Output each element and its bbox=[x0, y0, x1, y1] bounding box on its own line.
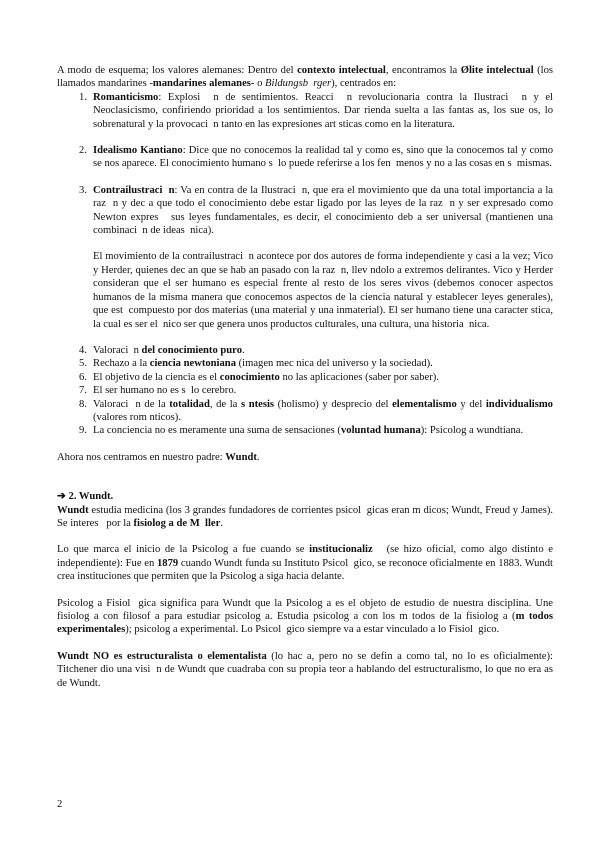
page-body bbox=[57, 64, 559, 690]
text-run: (holismo) y desprecio del bbox=[274, 398, 393, 410]
text-run: El objetivo de la ciencia es el bbox=[93, 371, 220, 383]
text-run: La conciencia no es meramente una suma de sensaciones ( bbox=[93, 425, 341, 437]
text-run: El ser humano no es s lo cerebro. bbox=[93, 385, 237, 397]
list-number: 9. bbox=[79, 425, 87, 437]
list-number: 4. bbox=[79, 344, 87, 356]
list-text bbox=[93, 184, 556, 238]
text-run: : Va en contra de la Ilustraci n, que era el movimiento que da una total importancia a la raz n y dec a que todo el conocimiento debe estar ligado por las leyes de la raz n y ser expresado como Newton expres sus leyes fundamentales, es decir, el conocimiento deb a ser universal (mantienen una combinaci n de ideas nica). bbox=[93, 184, 556, 237]
text-run: (imagen mec nica del universo y la sociedad). bbox=[236, 358, 433, 370]
list-number: 1. bbox=[79, 91, 87, 103]
list-number: 3. bbox=[79, 184, 87, 196]
bold-text: ciencia newtoniana bbox=[149, 358, 236, 370]
text-run: , encontramos la bbox=[385, 65, 461, 76]
bold-text: fisiolog a de M ller bbox=[133, 517, 221, 529]
bold-text: Ølite intelectual bbox=[460, 65, 534, 76]
bold-text: conocimiento bbox=[219, 371, 280, 383]
spacer bbox=[57, 464, 553, 490]
text-run: (se hizo oficial, como algo distinto e independiente): Fue en bbox=[57, 544, 556, 569]
text-run: Psicolog a Fisiol gica significa para Wundt que la Psicolog a es el objeto de estudio de nuestra disciplina. Une fisiolog a con filosof a para estudiar psicolog a. Estudia psicolog a con los m todos de la fisiolog a ( bbox=[57, 597, 556, 622]
list-number: 5. bbox=[79, 358, 87, 370]
paragraph bbox=[57, 597, 556, 637]
spacer bbox=[57, 637, 553, 650]
text-run: ); psicolog a experimental. Lo Psicol gico siempre va a estar vinculado a lo Fisiol gico. bbox=[125, 624, 500, 636]
bold-text: Romanticismo bbox=[93, 91, 159, 103]
text-run: ): Psicolog a wundtiana. bbox=[420, 425, 524, 437]
list-item bbox=[57, 184, 556, 238]
bold-text: Wundt bbox=[57, 504, 89, 516]
list-item bbox=[57, 384, 553, 397]
bold-text: elementalismo bbox=[392, 398, 457, 410]
list-item bbox=[57, 371, 553, 384]
text-run: no las aplicaciones (saber por saber). bbox=[279, 371, 439, 383]
list-number: 2. bbox=[79, 145, 87, 157]
text-run: . bbox=[220, 517, 223, 529]
spacer bbox=[57, 237, 553, 250]
paragraph bbox=[57, 543, 556, 583]
text-run: : Explosi n de sentimientos. Reacci n revolucionaria contra la Ilustraci n y el Neoclasicismo, confiriendo prioridad a los sentimientos. Dar rienda suelta a las fantas as, los sue os, lo sobrenatural y la provocaci n tanto en las expresiones art sticas como en la literatura. bbox=[93, 91, 556, 130]
spacer bbox=[57, 530, 553, 543]
page-number: 2 bbox=[57, 799, 63, 810]
list-text bbox=[93, 384, 553, 397]
spacer bbox=[57, 438, 553, 451]
text-run: (los llamados mandarines - bbox=[57, 65, 556, 90]
text-run: o bbox=[254, 78, 266, 90]
text-run: Valoraci n de la bbox=[93, 398, 170, 410]
list-text bbox=[93, 398, 556, 425]
bold-text: m todos experimentales bbox=[57, 611, 556, 636]
indented-paragraph bbox=[93, 250, 556, 330]
bold-text: individualismo bbox=[485, 398, 553, 410]
bold-text: totalidad bbox=[169, 398, 210, 410]
list-text bbox=[93, 91, 556, 131]
bold-text: voluntad humana bbox=[340, 425, 421, 437]
bold-text: 1879 bbox=[157, 557, 179, 569]
list-number: 6. bbox=[79, 371, 87, 383]
spacer bbox=[57, 131, 553, 144]
bold-text: Contrailustraci n bbox=[93, 184, 175, 196]
list-item bbox=[57, 344, 553, 357]
list-text bbox=[93, 371, 553, 384]
bold-text: contexto intelectual bbox=[297, 65, 386, 76]
list-item bbox=[57, 424, 553, 437]
italic-text: Bildungsb rger bbox=[265, 78, 332, 90]
text-run: Valoraci n bbox=[93, 344, 142, 356]
bold-text: mandarines alemanes- bbox=[152, 78, 255, 90]
list-text bbox=[93, 144, 556, 171]
list-text bbox=[93, 357, 553, 370]
text-run: (lo hac a, pero no se defin a como tal, no lo es oficialmente): Titchener dio una visi n de Wundt que cuadraba con su propia teor a hablando del estructuralismo, lo que no era as de Wundt. bbox=[57, 650, 559, 689]
text-run: Lo que marca el inicio de la Psicolog a fue cuando se bbox=[57, 544, 310, 556]
text-run: . bbox=[242, 344, 245, 356]
text-run: y del bbox=[456, 398, 486, 410]
paragraph bbox=[57, 504, 556, 531]
paragraph bbox=[57, 64, 556, 91]
bold-text: ➔ 2. Wundt. bbox=[57, 491, 114, 503]
bold-text: Idealismo Kantiano bbox=[93, 145, 183, 157]
text-run: ), centrados en: bbox=[331, 78, 397, 90]
text-run: Ahora nos centramos en nuestro padre: bbox=[57, 451, 226, 463]
paragraph bbox=[57, 650, 559, 690]
list-item bbox=[57, 144, 556, 171]
text-run: , de la bbox=[209, 398, 241, 410]
bold-text: institucionaliz bbox=[309, 544, 373, 556]
text-run: Rechazo a la bbox=[93, 358, 150, 370]
text-run: estudia medicina (los 3 grandes fundadores de corrientes psicol gicas eran m dicos; Wundt, Freud y James). Se interes por la bbox=[57, 504, 556, 529]
text-run: : Dice que no conocemos la realidad tal y como es, sino que la conocemos tal y como se nos aparece. El conocimiento humano s lo puede referirse a los fen menos y no a las cosas en s mismas. bbox=[93, 145, 556, 170]
list-text bbox=[93, 344, 553, 357]
text-run: (valores rom nticos). bbox=[93, 398, 556, 423]
text-run: cuando Wundt funda su Instituto Psicol gico, se reconoce oficialmente en 1883. Wundt crea instituciones que permiten que la Psicolog a siga hacia delante. bbox=[57, 557, 556, 583]
bold-text: del conocimiento puro bbox=[141, 344, 242, 356]
text-run: . bbox=[256, 451, 260, 463]
spacer bbox=[57, 584, 553, 597]
paragraph bbox=[57, 451, 553, 464]
bold-text: Wundt NO es estructuralista o elementalista bbox=[57, 650, 267, 662]
bold-text: Wundt bbox=[225, 451, 257, 463]
paragraph bbox=[57, 490, 553, 503]
list-number: 7. bbox=[79, 385, 87, 397]
spacer bbox=[57, 171, 553, 184]
list-text bbox=[93, 424, 553, 437]
list-item bbox=[57, 357, 553, 370]
text-run: A modo de esquema; los valores alemanes: Dentro del bbox=[57, 65, 298, 76]
list-number: 8. bbox=[79, 398, 87, 410]
text-run: El movimiento de la contrailustraci n acontece por dos autores de forma independiente y casi a la vez; Vico y Herder, quienes dec an que se hab an pasado con la raz n, llev ndolo a extremos delirantes. Vico y Herder consideran que el ser humano es especial frente al resto de los seres vivos (debemos conocer aspectos humanos de la misma manera que conocemos aspectos de la ciencia natural y establecer leyes generales), que est compuesto por dos materias (una material y una inmaterial). El ser humano tiene una caracter stica, la cual es ser el nico ser que genera unos productos culturales, una cultura, una historia nica. bbox=[93, 251, 556, 330]
spacer bbox=[57, 331, 553, 344]
list-item bbox=[57, 91, 556, 131]
list-item bbox=[57, 398, 556, 425]
bold-text: s ntesis bbox=[240, 398, 275, 410]
